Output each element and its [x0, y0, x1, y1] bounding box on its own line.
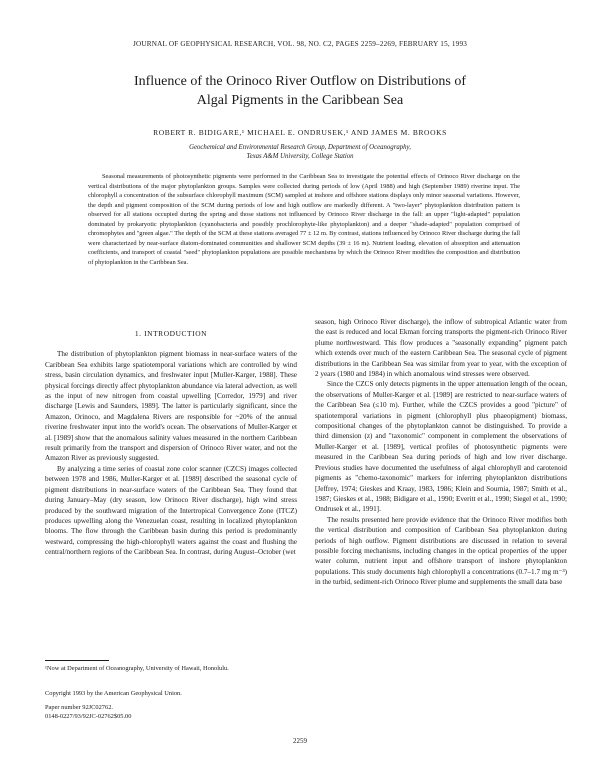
copyright-notice: Copyright 1993 by the American Geophysical Union.: [45, 690, 182, 697]
title-line-1: Influence of the Orinoco River Outflow on Distributions of: [133, 74, 467, 89]
footnote-divider: [45, 660, 109, 661]
page-number: 2259: [293, 737, 307, 745]
left-column: [45, 317, 297, 558]
issn-line: 0148-0227/93/92JC-02762$05.00: [45, 712, 132, 720]
body-paragraph: The distribution of phytoplankton pigment biomass in near-surface waters of the Caribbean Sea exhibits large spatiotemporal variations which are controlled by wind stress, basin circulation dynamics, and freshwater input [Muller-Karger, 1988]. These physical forcings directly affect phytoplankton abundance via lateral advection, as well as the input of new nitrogen from coastal upwelling [Corredor, 1979] and river discharge [Lewis and Saunders, 1989]. The latter is particularly significant, since the Amazon, Orinoco, and Magdalena Rivers are responsible for ~20% of the annual riverine freshwater input into the world's ocean. The observations of Muller-Karger et al. [1989] show that the anomalous salinity values measured in the northern Caribbean result primarily from the transport and dispersion of Orinoco River water, and not the Amazon River as previously suggested.: [45, 350, 297, 463]
article-title: [60, 72, 540, 110]
affiliation: [100, 143, 500, 161]
affiliation-line-2: Texas A&M University, College Station: [246, 153, 354, 160]
body-paragraph: By analyzing a time series of coastal zone color scanner (CZCS) images collected between 1978 and 1986, Muller-Karger et al. [1989] described the seasonal cycle of pigment distributions in near-surface waters of the Caribbean Sea. They found that during January–May (dry season, low Orinoco River discharge), high wind stress produced by the southward migration of the Intertropical Convergence Zone (ITCZ) produces upwelling along the Venezuelan coast, resulting in localized phytoplankton blooms. The flow through the Caribbean basin during this period is predominantly westward, compressing the high-chlorophyll waters against the coast and flushing the central/northern regions of the Caribbean Sea. In contrast, during August–October (wet: [45, 464, 297, 557]
body-paragraph: Since the CZCS only detects pigments in the upper attenuation length of the ocean, the observations of Muller-Karger et al. [1989] are restricted to near-surface waters of the Caribbean Sea (≤10 m). Further, while the CZCS provides a good "picture" of spatiotemporal variations in pigment (chlorophyll plus phaeopigment) biomass, compositional changes of the phytoplankton cannot be distinguished. To provide a third dimension (z) and "taxonomic" component in complement the observations of Muller-Karger et al. [1989], vertical profiles of photosynthetic pigments were measured in the Caribbean Sea during periods of high and low river discharge. Previous studies have documented the usefulness of algal chlorophyll and carotenoid pigments as "chemo-taxonomic" markers for inferring phytoplankton distributions [Jeffrey, 1974; Gieskes and Kraay, 1983, 1986; Klein and Sournia, 1987; Smith et al., 1987; Gieskes et al., 1988; Bidigare et al., 1990; Everitt et al., 1990; Siegel et al., 1990; Ondrusek et al., 1991].: [315, 380, 567, 514]
author-list: ROBERT R. BIDIGARE,¹ MICHAEL E. ONDRUSEK,¹ AND JAMES M. BROOKS: [153, 128, 447, 137]
footnote: [45, 665, 285, 674]
paper-identifiers: [45, 704, 285, 721]
journal-header: JOURNAL OF GEOPHYSICAL RESEARCH, VOL. 98, NO. C2, PAGES 2259–2269, FEBRUARY 15, 1993: [132, 40, 468, 48]
right-column: [315, 317, 567, 588]
body-paragraph: The results presented here provide evidence that the Orinoco River modifies both the vertical distribution and composition of Caribbean Sea phytoplankton during periods of high outflow. Pigment distributions are discussed in relation to several possible forcing mechanisms, including changes in the optical properties of the upper water column, nutrient input and offshore transport of inshore phytoplankton populations. This study documents high chlorophyll a concentrations (0.7–1.7 mg m⁻³) in the turbid, sediment-rich Orinoco River plume and supplements the small data base: [315, 515, 567, 587]
affiliation-line-1: Geochemical and Environmental Research Group, Department of Oceanography,: [189, 144, 411, 151]
title-line-2: Algal Pigments in the Caribbean Sea: [196, 93, 404, 108]
abstract: Seasonal measurements of photosynthetic pigments were performed in the Caribbean Sea to investigate the potential effects of Orinoco River discharge on the vertical distributions of the major phytoplankton groups. Samples were collected during periods of low (April 1988) and high (September 1989) riverine input. The chlorophyll a concentration of the subsurface chlorophyll maximum (SCM) sampled at inshore and offshore stations displays only minor seasonal variations. However, the depth and pigment composition of the SCM during periods of low and high outflow are markedly different. A "two-layer" phytoplankton distribution pattern is observed for all stations occupied during the spring and those stations not influenced by Orinoco River discharge in the fall: an upper "light-adapted" population dominated by prokaryotic phytoplankton (cyanobacteria and possibly prochlorophyte-like phytoplankton) and a deeper "shade-adapted" population comprised of chromophytes and "green algae." The depth of the SCM at these stations averaged 77 ± 12 m. By contrast, stations influenced by Orinoco River discharge during the fall were characterized by near-surface diatom-dominated communities and shallower SCM depths (39 ± 16 m). Nutrient loading, elevation of absorption and attenuation coefficients, and transport of coastal "seed" phytoplankton populations are possible mechanisms by which the Orinoco River modifies the composition and distribution of phytoplankton in the Caribbean Sea.: [88, 173, 520, 266]
paper-number: Paper number 92JC02762.: [45, 704, 113, 711]
section-heading-introduction: 1. INTRODUCTION: [134, 329, 208, 338]
body-paragraph: season, high Orinoco River discharge), the inflow of subtropical Atlantic water from the east is reduced and local Ekman forcing transports the pigment-rich Orinoco River plume northwestward. This flow produces a "seasonally expanding" pigment patch which extends over much of the eastern Caribbean Sea. The seasonal cycle of pigment distributions in the Caribbean Sea was similar from year to year, with the exception of 2 years (1980 and 1984) in which anomalous wind stresses were observed.: [315, 318, 567, 379]
footnote-text: ¹Now at Department of Oceanography, University of Hawaii, Honolulu.: [45, 665, 229, 672]
